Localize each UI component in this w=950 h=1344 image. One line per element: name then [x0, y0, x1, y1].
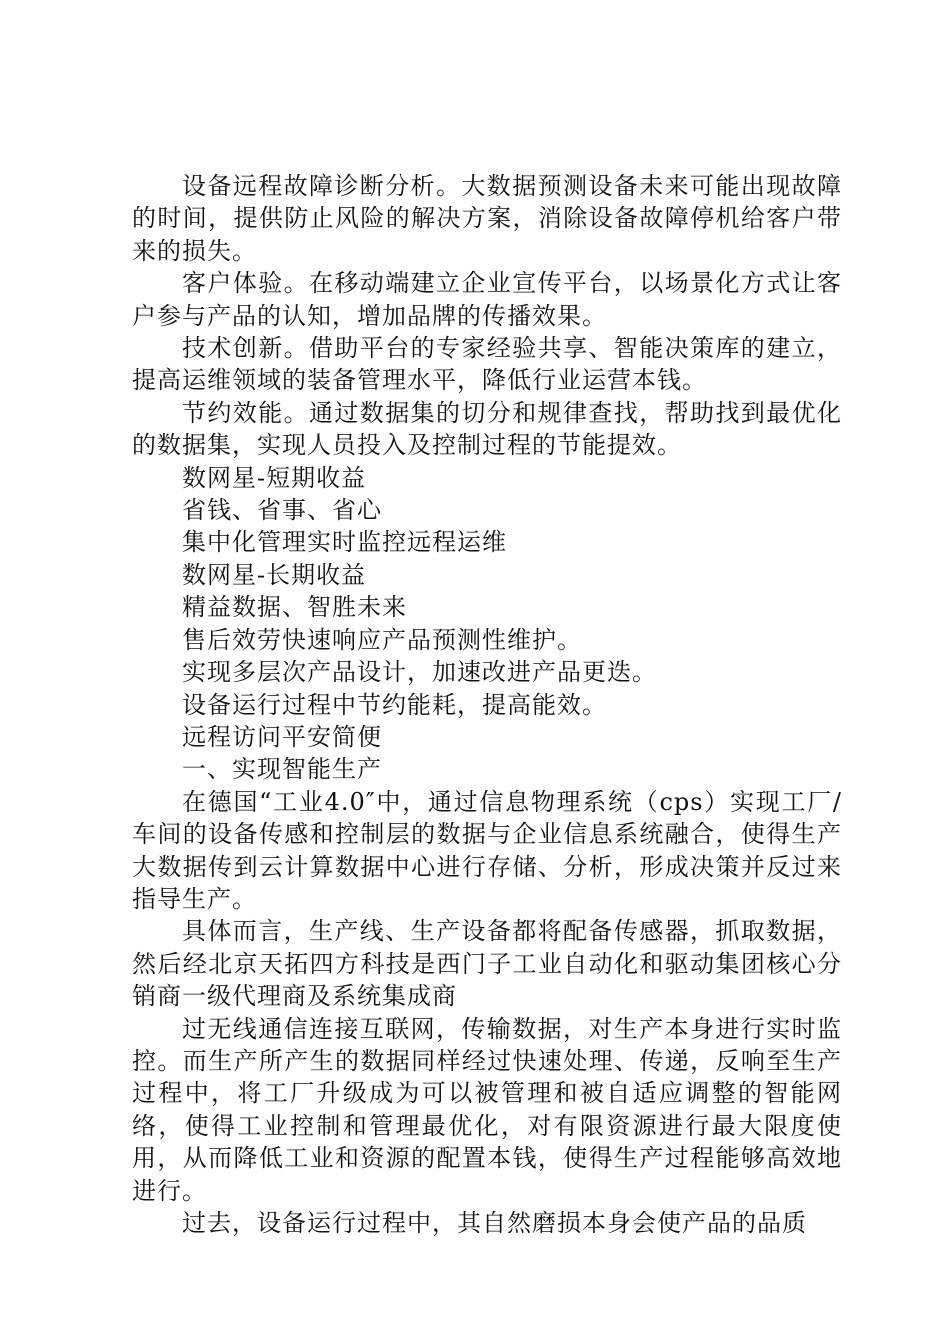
paragraph: 精益数据、智胜未来 [182, 593, 407, 622]
paragraph: 设备远程故障诊断分析。大数据预测设备未来可能出现故障的时间，提供防止风险的解决方案，消除设备故障停机给客户带来的损失。 [132, 172, 842, 265]
paragraph: 技术创新。借助平台的专家经验共享、智能决策库的建立，提高运维领域的装备管理水平，降低行业运营本钱。 [132, 334, 842, 395]
paragraph: 实现多层次产品设计，加速改进产品更迭。 [182, 658, 657, 687]
paragraph: 售后效劳快速响应产品预测性维护。 [182, 625, 582, 654]
paragraph: 远程访问平安简便 [182, 722, 382, 751]
paragraph: 过去，设备运行过程中，其自然磨损本身会使产品的品质 [182, 1209, 807, 1237]
paragraph: 设备运行过程中节约能耗，提高能效。 [182, 690, 607, 719]
paragraph: 在德国“工业4.0″中，通过信息物理系统（cps）实现工厂/车间的设备传感和控制层的数据与企业信息系统融合，使得生产大数据传到云计算数据中心进行存储、分析，形成决策并反过来指导生产。 [132, 787, 842, 913]
paragraph: 数网星-长期收益 [182, 560, 367, 589]
paragraph: 客户体验。在移动端建立企业宣传平台，以场景化方式让客户参与产品的认知，增加品牌的传播效果。 [132, 269, 842, 330]
paragraph: 节约效能。通过数据集的切分和规律查找，帮助找到最优化的数据集，实现人员投入及控制过程的节能提效。 [132, 398, 842, 460]
paragraph: 数网星-短期收益 [182, 463, 367, 492]
paragraph: 具体而言，生产线、生产设备都将配备传感器，抓取数据，然后经北京天拓四方科技是西门子工业自动化和驱动集团核心分销商一级代理商及系统集成商 [132, 917, 842, 1011]
paragraph: 集中化管理实时监控远程运维 [182, 528, 507, 557]
document-body [132, 170, 842, 1239]
section-heading: 一、实现智能生产 [182, 755, 382, 784]
paragraph: 过无线通信连接互联网，传输数据，对生产本身进行实时监控。而生产所产生的数据同样经过快速处理、传递，反响至生产过程中，将工厂升级成为可以被管理和被自适应调整的智能网络，使得工业控制和管理最优化，对有限资源进行最大限度使用，从而降低工业和资源的配置本钱，使得生产过程能够高效地进行。 [132, 1014, 842, 1205]
paragraph: 省钱、省事、省心 [182, 496, 382, 525]
